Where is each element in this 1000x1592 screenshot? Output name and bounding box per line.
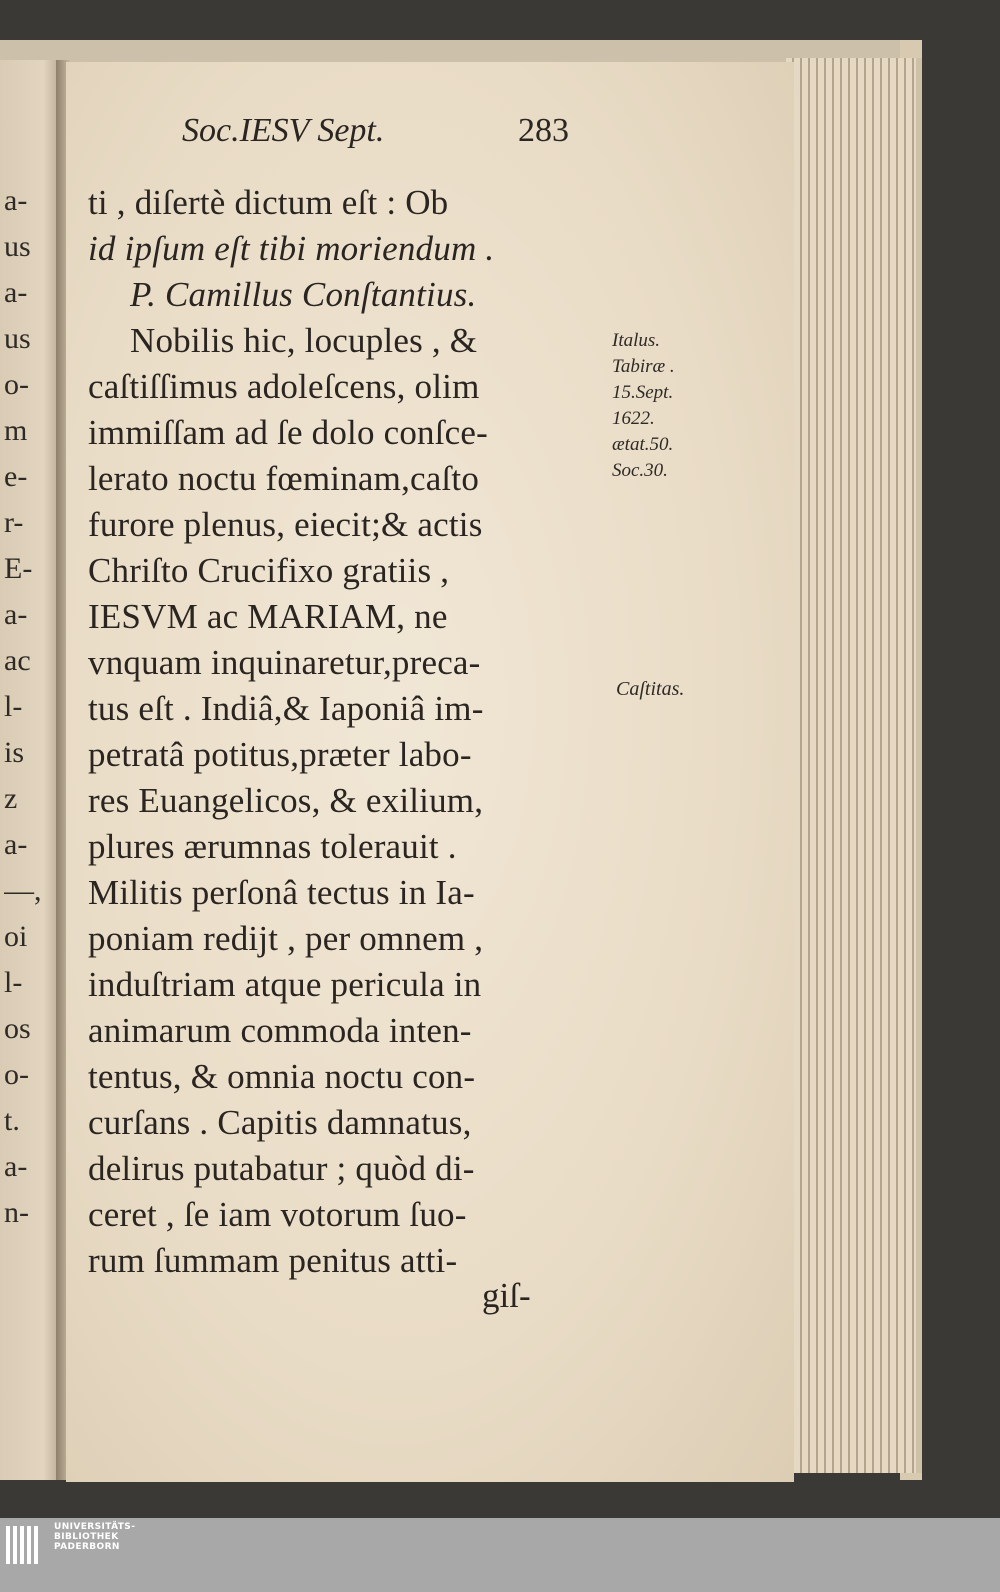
text-line: ti , diſertè dictum eſt : Ob xyxy=(88,183,449,222)
library-logo-icon xyxy=(4,1522,48,1568)
previous-page-fragment-line: a- xyxy=(4,1150,28,1183)
margin-note: Italus. xyxy=(612,330,661,351)
library-logo-text: UNIVERSITÄTS- BIBLIOTHEK PADERBORN xyxy=(54,1522,136,1552)
running-title: Soc.IESV Sept. xyxy=(182,112,385,149)
body-text xyxy=(88,180,618,1284)
previous-page-fragment-line: z xyxy=(4,782,18,815)
previous-page-fragment-line: a- xyxy=(4,828,28,861)
text-line: tus eſt . Indiâ,& Iaponiâ im- xyxy=(88,689,484,728)
footer-bar xyxy=(0,1518,1000,1592)
page-header xyxy=(182,112,602,158)
previous-page-fragment-line: ac xyxy=(4,644,31,677)
previous-page-fragment-line: a- xyxy=(4,598,28,631)
previous-page-fragment-line: E- xyxy=(4,552,33,585)
text-line: Nobilis hic, locuples , & xyxy=(130,321,478,360)
text-line: curſans . Capitis damnatus, xyxy=(88,1103,472,1142)
text-line: tentus, & omnia noctu con- xyxy=(88,1057,476,1096)
margin-note: Tabiræ . xyxy=(612,356,675,377)
previous-page-fragment-line: o- xyxy=(4,368,29,401)
previous-page-fragment-line: l- xyxy=(4,690,23,723)
text-line: poniam redijt , per omnem , xyxy=(88,919,484,958)
text-line: animarum commoda inten- xyxy=(88,1011,472,1050)
previous-page-fragment-line: m xyxy=(4,414,28,447)
previous-page-fragment-line: r- xyxy=(4,506,24,539)
text-line: furore plenus, eiecit;& actis xyxy=(88,505,483,544)
previous-page-fragment-line: us xyxy=(4,230,31,263)
previous-page-fragment-line: o- xyxy=(4,1058,29,1091)
text-line: petratâ potitus,præter labo- xyxy=(88,735,472,774)
previous-page-fragment-line: oi xyxy=(4,920,28,953)
margin-note: Soc.30. xyxy=(612,460,668,481)
previous-page-fragment-line: l- xyxy=(4,966,23,999)
previous-page-fragment-line: n- xyxy=(4,1196,29,1229)
library-logo xyxy=(0,1518,140,1592)
text-line: Militis perſonâ tectus in Ia- xyxy=(88,873,475,912)
catchword: giſ- xyxy=(482,1276,531,1315)
page-edges xyxy=(786,58,922,1473)
previous-page-fragment-line: is xyxy=(4,736,25,769)
margin-note-castitas: Caſtitas. xyxy=(616,678,685,700)
margin-note: 15.Sept. xyxy=(612,382,674,403)
margin-notes xyxy=(612,328,732,484)
text-line: caſtiſſimus adoleſcens, olim xyxy=(88,367,480,406)
previous-page-fragment-line: —, xyxy=(4,874,42,907)
page-number: 283 xyxy=(518,112,569,149)
margin-note: ætat.50. xyxy=(612,434,674,455)
previous-page-fragment xyxy=(0,60,62,1480)
text-line: ceret , ſe iam votorum ſuo- xyxy=(88,1195,467,1234)
text-line: IESVM ac MARIAM, ne xyxy=(88,597,448,636)
previous-page-fragment-line: os xyxy=(4,1012,31,1045)
text-line: immiſſam ad ſe dolo conſce- xyxy=(88,413,489,452)
previous-page-fragment-line: e- xyxy=(4,460,28,493)
section-heading: P. Camillus Conſtantius. xyxy=(130,275,477,314)
text-line: Chriſto Crucifixo gratiis , xyxy=(88,551,450,590)
previous-page-fragment-line: a- xyxy=(4,276,28,309)
text-line: delirus putabatur ; quòd di- xyxy=(88,1149,475,1188)
previous-page-fragment-line: a- xyxy=(4,184,28,217)
previous-page-fragment-line: t. xyxy=(4,1104,20,1137)
margin-note: 1622. xyxy=(612,408,655,429)
text-line: induſtriam atque pericula in xyxy=(88,965,482,1004)
text-line: plures ærumnas tolerauit . xyxy=(88,827,457,866)
text-line: lerato noctu fœminam,caſto xyxy=(88,459,480,498)
text-line: vnquam inquinaretur,preca- xyxy=(88,643,481,682)
text-line: id ipſum eſt tibi moriendum . xyxy=(88,229,495,268)
text-line: rum ſummam penitus atti- xyxy=(88,1241,458,1280)
text-line: res Euangelicos, & exilium, xyxy=(88,781,484,820)
previous-page-fragment-line: us xyxy=(4,322,31,355)
